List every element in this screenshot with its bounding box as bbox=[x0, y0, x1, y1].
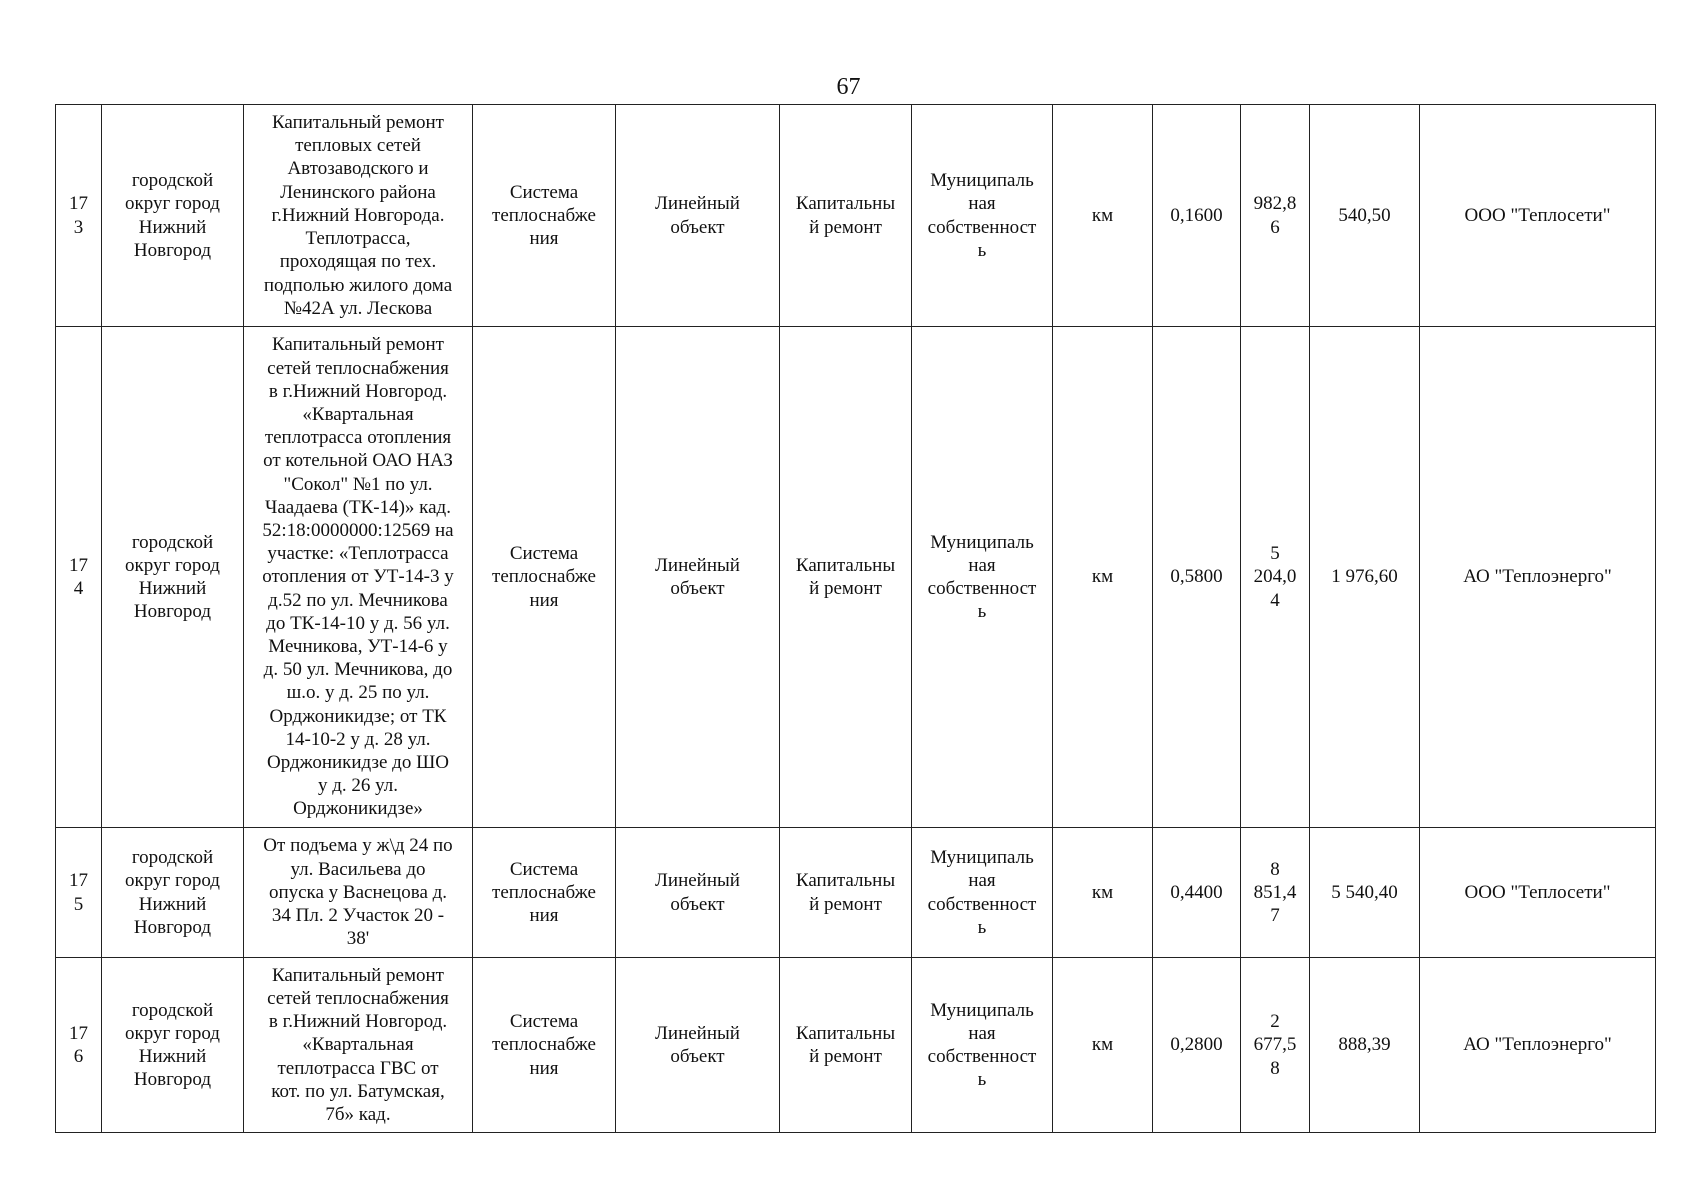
organization-cell: АО "Теплоэнерго" bbox=[1420, 958, 1656, 1133]
object-type-cell: Линейный объект bbox=[616, 327, 780, 828]
value2-cell: 1 976,60 bbox=[1310, 327, 1420, 828]
value1-cell: 982,8 6 bbox=[1241, 105, 1310, 327]
work-type-cell: Капитальны й ремонт bbox=[780, 958, 912, 1133]
description-cell: Капитальный ремонт сетей теплоснабжения в г.Нижний Новгород. «Квартальная теплотрасса отопления от котельной ОАО НАЗ "Сокол" №1 по ул. Чаадаева (ТК-14)» кад. 52:18:0000000:12569 на участке: «Теплотрасса отопления от УТ-14-3 у д.52 по ул. Мечникова до ТК-14-10 у д. 56 ул. Мечникова, УТ-14-6 у д. 50 ул. Мечникова, до ш.о. у д. 25 по ул. Орджоникидзе; от ТК 14-10-2 у д. 28 ул. Орджоникидзе до ШО у д. 26 ул. Орджоникидзе» bbox=[244, 327, 473, 828]
row-number-cell: 17 4 bbox=[56, 327, 102, 828]
ownership-cell: Муниципаль ная собственност ь bbox=[912, 105, 1053, 327]
municipality-cell: городской округ город Нижний Новгород bbox=[102, 105, 244, 327]
value1-cell: 2 677,5 8 bbox=[1241, 958, 1310, 1133]
row-number-cell: 17 3 bbox=[56, 105, 102, 327]
projects-table bbox=[55, 104, 1656, 1133]
value2-cell: 540,50 bbox=[1310, 105, 1420, 327]
description-cell: Капитальный ремонт сетей теплоснабжения в г.Нижний Новгород. «Квартальная теплотрасса ГВС от кот. по ул. Батумская, 7б» кад. bbox=[244, 958, 473, 1133]
organization-cell: ООО "Теплосети" bbox=[1420, 828, 1656, 958]
system-cell: Система теплоснабже ния bbox=[473, 327, 616, 828]
unit-cell: км bbox=[1053, 958, 1153, 1133]
value1-cell: 8 851,4 7 bbox=[1241, 828, 1310, 958]
work-type-cell: Капитальны й ремонт bbox=[780, 105, 912, 327]
description-cell: Капитальный ремонт тепловых сетей Автозаводского и Ленинского района г.Нижний Новгорода. Теплотрасса, проходящая по тех. подполью жилого дома №42А ул. Лескова bbox=[244, 105, 473, 327]
work-type-cell: Капитальны й ремонт bbox=[780, 327, 912, 828]
value2-cell: 5 540,40 bbox=[1310, 828, 1420, 958]
ownership-cell: Муниципаль ная собственност ь bbox=[912, 327, 1053, 828]
table-row bbox=[56, 828, 1656, 958]
work-type-cell: Капитальны й ремонт bbox=[780, 828, 912, 958]
row-number-cell: 17 6 bbox=[56, 958, 102, 1133]
object-type-cell: Линейный объект bbox=[616, 105, 780, 327]
municipality-cell: городской округ город Нижний Новгород bbox=[102, 958, 244, 1133]
table-row bbox=[56, 958, 1656, 1133]
municipality-cell: городской округ город Нижний Новгород bbox=[102, 327, 244, 828]
object-type-cell: Линейный объект bbox=[616, 828, 780, 958]
table-body bbox=[56, 105, 1656, 1133]
description-cell: От подъема у ж\д 24 по ул. Васильева до опуска у Васнецова д. 34 Пл. 2 Участок 20 - 38' bbox=[244, 828, 473, 958]
unit-cell: км bbox=[1053, 327, 1153, 828]
table-row bbox=[56, 327, 1656, 828]
row-number-cell: 17 5 bbox=[56, 828, 102, 958]
system-cell: Система теплоснабже ния bbox=[473, 105, 616, 327]
value1-cell: 5 204,0 4 bbox=[1241, 327, 1310, 828]
length-cell: 0,1600 bbox=[1153, 105, 1241, 327]
system-cell: Система теплоснабже ния bbox=[473, 828, 616, 958]
length-cell: 0,2800 bbox=[1153, 958, 1241, 1133]
organization-cell: АО "Теплоэнерго" bbox=[1420, 327, 1656, 828]
unit-cell: км bbox=[1053, 828, 1153, 958]
length-cell: 0,5800 bbox=[1153, 327, 1241, 828]
ownership-cell: Муниципаль ная собственност ь bbox=[912, 828, 1053, 958]
page-number: 67 bbox=[836, 74, 861, 100]
organization-cell: ООО "Теплосети" bbox=[1420, 105, 1656, 327]
table-row bbox=[56, 105, 1656, 327]
system-cell: Система теплоснабже ния bbox=[473, 958, 616, 1133]
ownership-cell: Муниципаль ная собственност ь bbox=[912, 958, 1053, 1133]
object-type-cell: Линейный объект bbox=[616, 958, 780, 1133]
unit-cell: км bbox=[1053, 105, 1153, 327]
value2-cell: 888,39 bbox=[1310, 958, 1420, 1133]
length-cell: 0,4400 bbox=[1153, 828, 1241, 958]
municipality-cell: городской округ город Нижний Новгород bbox=[102, 828, 244, 958]
